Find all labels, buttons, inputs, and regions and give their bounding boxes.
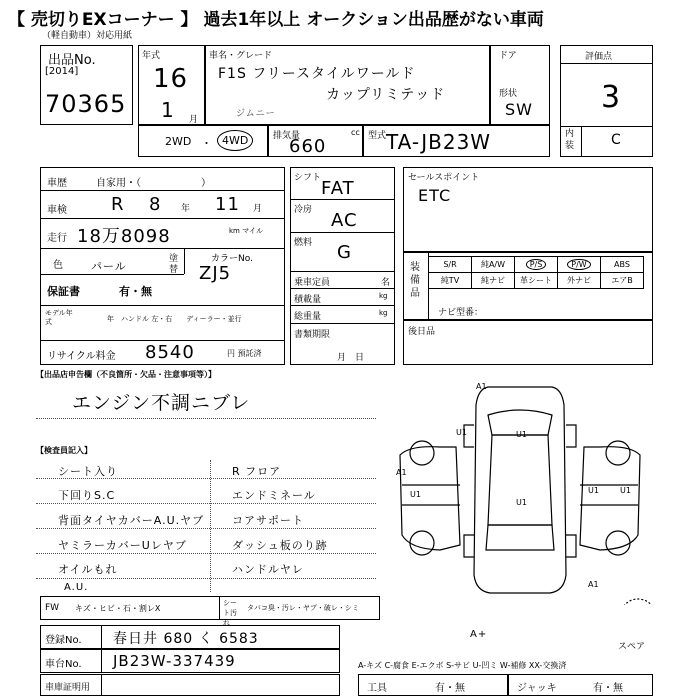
diagram-bottom-mark: A+ [470,629,488,640]
model-year-text: 年 ハンドル 左・右 ディーラー・並行 [107,315,242,323]
score-value: 3 [601,80,622,115]
car-damage-diagram [380,375,670,605]
inspector-note-l1: シート入り [58,465,118,478]
carname-line1: F1S フリースタイルワールド [218,66,416,82]
after-label: 後日品 [408,327,436,337]
mark-8: A1 [396,468,407,477]
insp-year: 8 [149,194,162,215]
tools-value: 有・無 [435,683,465,694]
equip-label: 装備品 [410,262,420,299]
spare-tire [620,599,656,605]
load-unit: kg [379,292,388,300]
car-body-outline [474,387,566,593]
damage-legend: A-キズ C-腐食 E-エクボ S-サビ U-凹ミ W-補修 XX-交換済 [358,661,567,670]
inspector-note-r3: コアサポート [232,514,304,527]
tools-label: 工具 [367,683,387,694]
score-box [560,45,653,157]
shift-value: FAT [321,178,355,199]
recycle-unit: 円 預託済 [227,349,262,358]
inspector-note-l5: オイルもれ [58,563,118,576]
reg-box [40,625,340,649]
inspector-note-r5: ハンドルヤレ [232,563,304,576]
tools-box [358,674,508,696]
mark-2: U1 [456,428,467,437]
equipment-table [428,256,644,289]
wheel-right-front [606,441,630,465]
equip-pw-circled: P/W [558,257,601,273]
interior-label: 内装 [565,129,575,151]
insp-month: 11 [215,194,240,215]
door-box [490,45,550,125]
cert-box [40,674,340,696]
header-subtitle: （軽自動車）対応用紙 [42,31,133,41]
inspector-note-r4: ダッシュ板のり跡 [232,539,328,552]
insp-era: R [111,194,125,215]
mark-4: U1 [410,490,421,499]
mark-1: A1 [476,382,487,391]
equip-leather: 革シート [515,273,558,289]
color-label: 色 [53,260,63,271]
lot-label: 出品No. [48,53,96,68]
month-value: 1 [161,98,175,122]
mileage-unit: km マイル [229,227,263,235]
warranty-value: 有・無 [119,285,152,298]
car-rear-window [486,525,554,550]
equip-ps-circled: P/S [515,257,558,273]
insp-year-kanji: 年 [181,204,191,214]
history-label: 車歴 [47,178,67,189]
color-sub: 塗替 [169,254,179,275]
equip-abs: ABS [601,257,644,273]
cert-label: 車庫証明用 [45,683,91,693]
header-title: 【 売切りEXコーナー 】 過去1年以上 オークション出品歴がない車両 [8,10,544,30]
sales-box [403,167,653,252]
year-label: 年式 [142,51,161,61]
mark-3: U1 [516,430,527,439]
recycle-value: 8540 [145,342,195,363]
reg-label: 登録No. [45,635,82,646]
drive-4wd-circled: 4WD [217,130,253,151]
disp-label: 排気量 [273,131,301,141]
mark-6: U1 [620,486,631,495]
jack-label: ジャッキ [517,683,557,694]
inspector-note-l2: 下回りS.C [58,489,116,502]
wheel-left-rear [410,531,434,555]
gross-unit: kg [379,309,388,317]
jack-value: 有・無 [593,683,623,694]
reg-expiry-label: 書類期限 [294,330,331,340]
carname-note: ジムニー [236,109,276,119]
color-no-label: カラーNo. [211,254,253,264]
equip-after-navi: 外ナビ [558,273,601,289]
recycle-label: リサイクル料金 [47,351,116,362]
carname-box [205,45,490,125]
mileage-label: 走行 [47,233,67,244]
disp-value: 660 [289,136,327,157]
after-items-box [403,320,653,365]
model-box [363,125,550,157]
shape-label: 形状 [499,89,518,99]
mark-9: A1 [588,580,599,589]
seat-text: タバコ臭・汚レ・ヤブ・破レ・シミ [247,604,359,612]
capacity-unit: 名 [381,278,391,288]
interior-value: C [611,132,622,148]
navi-label: ナビ型番： [438,308,484,318]
inspector-note-r1: R フロア [232,465,282,478]
chassis-label: 車台No. [45,659,82,670]
specs-mid-box [290,167,395,365]
fuel-label: 燃料 [294,238,313,248]
gross-label: 総重量 [294,312,322,322]
inspector-note-l6: A.U. [64,582,89,593]
ac-value: AC [331,210,358,231]
warranty-label: 保証書 [47,285,80,298]
fw-label: FW [45,603,60,613]
lot-number: 70365 [45,90,127,118]
insp-month-kanji: 月 [253,204,263,214]
wheel-left-front [410,441,434,465]
equip-alloy: 純A/W [472,257,515,273]
seller-remarks-note: エンジン不調ニブレ [72,392,251,414]
mark-7: U1 [588,486,599,495]
sales-value: ETC [418,186,452,205]
carname-label: 車名・グレード [209,51,273,61]
mark-5: U1 [516,498,527,507]
inspection-label: 車検 [47,205,67,216]
displacement-box [268,125,363,157]
sales-label: セールスポイント [408,173,480,183]
equip-tv: 純TV [429,273,472,289]
lot-box [40,45,133,125]
inspector-note-l3: 背面タイヤカバーA.U.ヤブ [58,514,205,527]
year-stamp: [2014] [45,66,79,77]
spare-label: スペア [618,642,646,652]
door-label: ドア [499,51,517,61]
color-value: パール [91,260,127,273]
load-label: 積載量 [294,295,322,305]
chassis-box [40,649,340,673]
equip-navi: 純ナビ [472,273,515,289]
chassis-value: JB23W-337439 [113,652,236,670]
reg-value: 春日井 680 く 6583 [113,631,259,647]
seller-remarks-label: 【出品店申告欄（不良箇所・欠品・注意事項等）】 [36,370,216,379]
model-year-label: モデル年式 [45,309,73,326]
specs-left-box [40,167,285,365]
history-value: 自家用・（ ） [96,178,211,189]
ac-label: 冷房 [294,205,313,215]
wheel-right-rear [606,531,630,555]
month-label: 月 [189,115,199,125]
drive-box: 2WD ・ 4WD [138,125,268,157]
equip-airbag: エアB [601,273,644,289]
jack-box [508,674,653,696]
inspector-note-r2: エンドミネール [232,489,316,502]
year-box [138,45,205,125]
car-roof-outline [488,435,552,525]
model-label: 型式 [368,131,387,141]
color-no-value: ZJ5 [199,263,232,284]
drive-2wd: 2WD [165,135,192,148]
seat-label: シート汚れ [223,599,237,627]
reg-expiry-unit: 月 日 [337,353,365,363]
inspector-label: 【検査員記入】 [36,446,92,455]
fw-text: キズ・ヒビ・石・割レX [75,604,161,613]
recycle-box [40,340,285,365]
shape-value: SW [505,100,533,119]
model-value: TA-JB23W [386,130,492,154]
fuel-value: G [337,242,352,263]
mileage-value: 18万8098 [77,226,171,247]
shift-label: シフト [294,173,322,183]
carname-line2: カップリミテッド [326,87,446,103]
disp-unit: cc [351,128,360,137]
capacity-label: 乗車定員 [294,278,331,288]
inspector-note-l4: ヤミラーカバーUレヤブ [58,539,187,552]
equip-sr: S/R [429,257,472,273]
fw-seat-box [40,596,380,627]
score-label: 評価点 [585,52,613,62]
year-value: 16 [153,64,189,94]
